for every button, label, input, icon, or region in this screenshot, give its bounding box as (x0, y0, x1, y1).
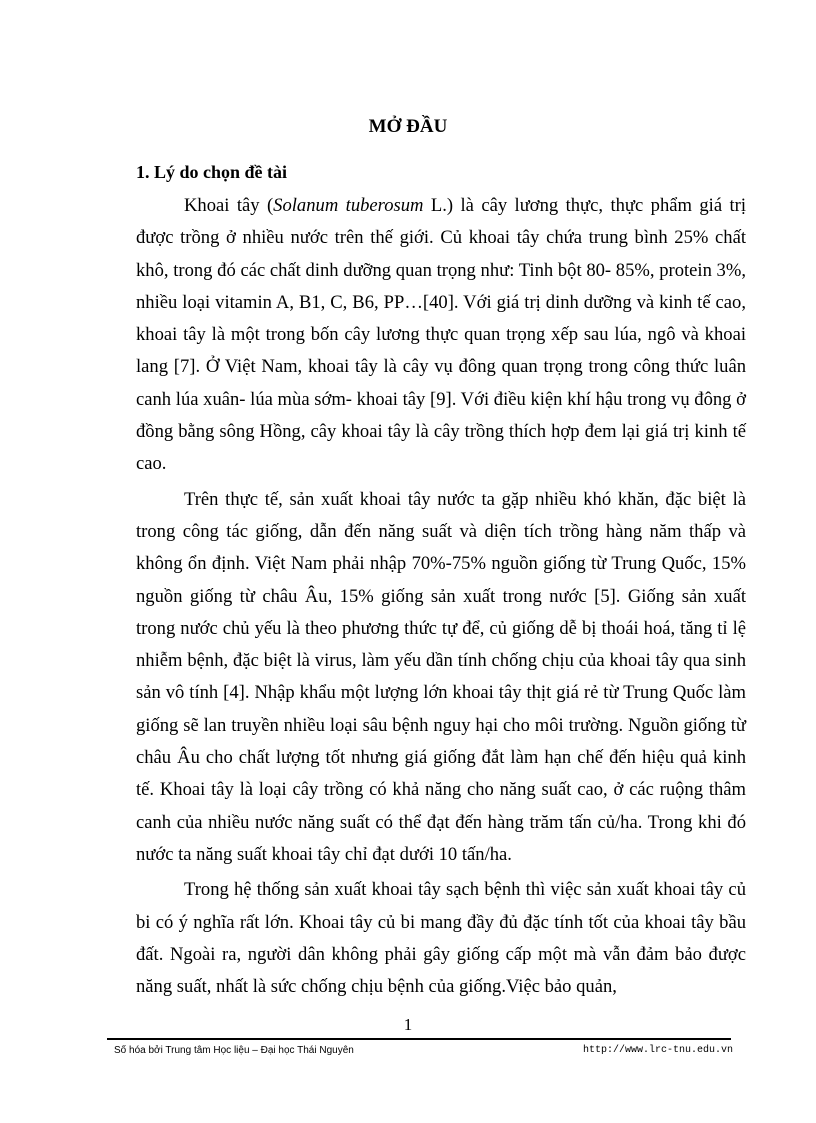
page-number: 1 (403, 1015, 413, 1034)
footer-attribution: Số hóa bởi Trung tâm Học liệu – Đại học Thái Nguyên (114, 1045, 354, 1056)
page-title: MỞ ĐẦU (368, 116, 448, 137)
paragraph-1 (136, 190, 746, 481)
footer-url: http://www.lrc-tnu.edu.vn (583, 1045, 734, 1056)
paragraph-2: Trên thực tế, sản xuất khoai tây nước ta gặp nhiều khó khăn, đặc biệt là trong công tác giống, dẫn đến năng suất và diện tích trồng hàng năm thấp và không ổn định. Việt Nam phải nhập 70%-75% nguồn giống từ Trung Quốc, 15% nguồn giống từ châu Âu, 15% giống sản xuất trong nước [5]. Giống sản xuất trong nước chủ yếu là theo phương thức tự để, củ giống dễ bị thoái hoá, tăng tỉ lệ nhiễm bệnh, đặc biệt là virus, làm yếu dần tính chống chịu của khoai tây qua sinh sản vô tính [4]. Nhập khẩu một lượng lớn khoai tây thịt giá rẻ từ Trung Quốc làm giống sẽ lan truyền nhiều loại sâu bệnh nguy hại cho môi trường. Nguồn giống từ châu Âu cho chất lượng tốt nhưng giá giống đắt làm hạn chế đến hiệu quả kinh tế. Khoai tây là loại cây trồng có khả năng cho năng suất cao, ở các ruộng thâm canh của nhiều nước năng suất có thể đạt đến hàng trăm tấn củ/ha. Trong khi đó nước ta năng suất khoai tây chỉ đạt dưới 10 tấn/ha. (136, 488, 746, 865)
paragraph-1-rest: L.) là cây lương thực, thực phẩm giá trị được trồng ở nhiều nước trên thế giới. Củ khoai tây chứa trung bình 25% chất khô, trong đó các chất dinh dưỡng quan trọng như: Tinh bột 80- 85%, protein 3%, nhiều loại vitamin A, B1, C, B6, PP…[40]. Với giá trị dinh dưỡng và kinh tế cao, khoai tây là một trong bốn cây lương thực quan trọng xếp sau lúa, ngô và khoai lang [7]. Ở Việt Nam, khoai tây là cây vụ đông quan trọng trong công thức luân canh lúa xuân- lúa mùa sớm- khoai tây [9]. Với điều kiện khí hậu trong vụ đông ở đồng bằng sông Hồng, cây khoai tây là cây trồng thích hợp đem lại giá trị kinh tế cao. (136, 195, 747, 475)
footer-divider (107, 1038, 731, 1040)
scientific-name: Solanum tuberosum (273, 195, 424, 216)
paragraph-3: Trong hệ thống sản xuất khoai tây sạch bệnh thì việc sản xuất khoai tây củ bi có ý nghĩa rất lớn. Khoai tây củ bi mang đầy đủ đặc tính tốt của khoai tây bầu đất. Ngoài ra, người dân không phải gây giống cấp một mà vẫn đảm bảo được năng suất, nhất là sức chống chịu bệnh của giống.Việc bảo quản, (136, 879, 746, 998)
body-text (136, 190, 746, 1003)
paragraph-1-start: Khoai tây ( (184, 195, 274, 216)
section-heading: 1. Lý do chọn đề tài (136, 162, 288, 182)
